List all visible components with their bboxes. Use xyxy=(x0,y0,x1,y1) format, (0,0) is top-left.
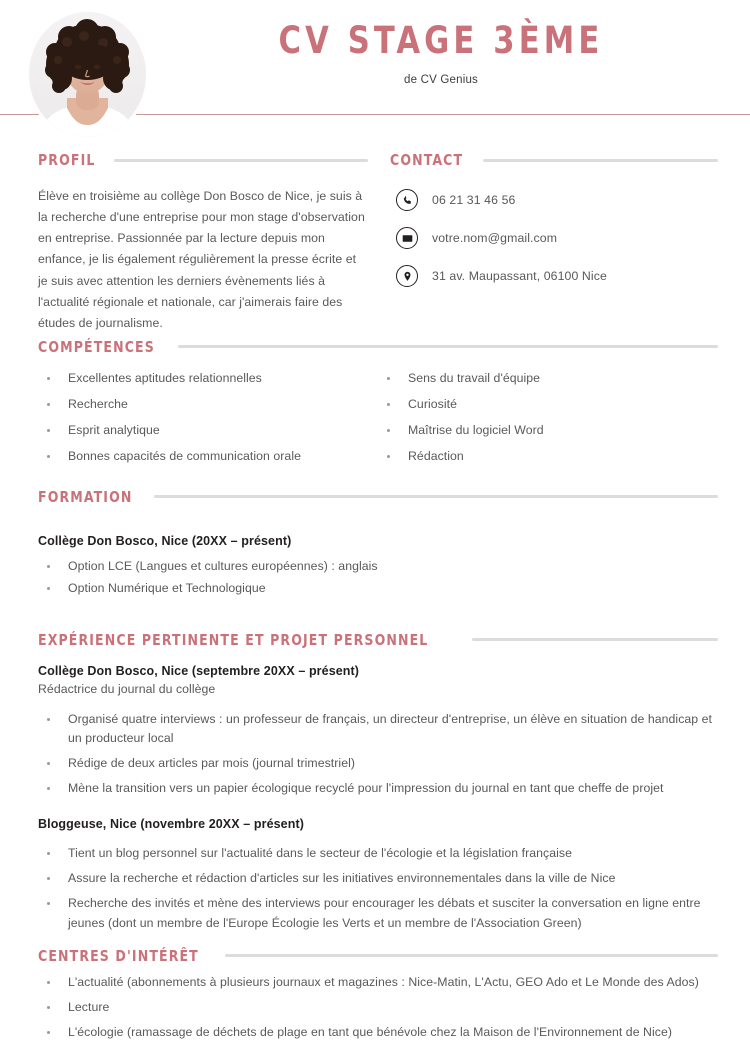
contact-heading-row xyxy=(390,151,718,169)
competences-section xyxy=(38,338,718,473)
entry-subtitle: Rédactrice du journal du collège xyxy=(38,681,216,696)
experience-bullets xyxy=(38,710,718,800)
page-title: CV STAGE 3ÈME xyxy=(278,19,604,62)
cv-body xyxy=(0,151,750,1043)
list-item: L'actualité (abonnements à plusieurs journaux et magazines : Nice-Matin, L'Actu, GEO Ado et Le Monde des Ados) xyxy=(38,973,718,993)
list-item: Bonnes capacités de communication orale xyxy=(38,447,378,467)
section-title-profil: PROFIL xyxy=(38,151,96,169)
experience-heading-row xyxy=(38,631,718,649)
competences-heading-row xyxy=(38,338,718,356)
location-pin-icon xyxy=(396,265,418,287)
section-divider xyxy=(225,954,718,957)
contact-item-phone xyxy=(396,189,718,211)
list-item: Assure la recherche et rédaction d'articles sur les initiatives environnementales dans la ville de Nice xyxy=(38,869,718,889)
page-subtitle: de CV Genius xyxy=(404,73,478,86)
section-title-formation: FORMATION xyxy=(38,487,133,506)
interets-section xyxy=(38,947,718,1043)
section-divider xyxy=(114,159,368,162)
profil-section xyxy=(38,151,390,334)
interets-heading-row xyxy=(38,947,718,965)
list-item: Recherche xyxy=(38,395,378,415)
entry-title: Bloggeuse, Nice (novembre 20XX – présent) xyxy=(38,817,304,832)
section-title-experience: EXPÉRIENCE PERTINENTE ET PROJET PERSONNEL xyxy=(38,630,429,649)
profil-text: Élève en troisième au collège Don Bosco de Nice, je suis à la recherche d'une entreprise pour mon stage d'observation en entreprise. Passionnée par la lecture depuis mon enfance, je lis également régulièrement la presse écrite et je suis avec attention les derniers évènements liés à l'actualité régionale et nationale, car j'aimerais faire des études de journalisme. xyxy=(38,189,365,330)
profil-heading-row xyxy=(38,151,368,169)
formation-heading-row xyxy=(38,488,718,506)
section-divider xyxy=(154,495,718,498)
competences-list-right xyxy=(378,369,718,467)
section-divider xyxy=(472,638,718,641)
header-titles xyxy=(152,0,730,86)
competences-list-left xyxy=(38,369,378,467)
experience-entry-blog xyxy=(38,815,718,934)
experience-bullets xyxy=(38,844,718,934)
section-divider xyxy=(178,345,718,348)
contact-value-address: 31 av. Maupassant, 06100 Nice xyxy=(432,268,607,283)
list-item: Esprit analytique xyxy=(38,421,378,441)
competences-column-left xyxy=(38,362,378,473)
list-item: Rédige de deux articles par mois (journal trimestriel) xyxy=(38,754,718,774)
list-item: Rédaction xyxy=(378,447,718,467)
phone-icon xyxy=(396,189,418,211)
list-item: Option Numérique et Technologique xyxy=(38,579,718,599)
list-item: Excellentes aptitudes relationnelles xyxy=(38,369,378,389)
list-item: Organisé quatre interviews : un professeur de français, un directeur d'entreprise, un élève en situation de handicap et un producteur local xyxy=(38,710,718,750)
section-title-contact: CONTACT xyxy=(390,151,464,169)
competences-grid xyxy=(38,362,718,473)
formation-section xyxy=(38,488,718,599)
contact-value-email: votre.nom@gmail.com xyxy=(432,230,558,245)
entry-title: Collège Don Bosco, Nice (septembre 20XX – présent) xyxy=(38,663,360,678)
section-title-competences: COMPÉTENCES xyxy=(38,337,155,356)
interets-bullets xyxy=(38,973,718,1043)
section-title-interets: CENTRES D'INTÉRÊT xyxy=(38,946,199,965)
contact-item-address xyxy=(396,265,718,287)
experience-section xyxy=(38,631,718,934)
list-item: Option LCE (Langues et cultures européennes) : anglais xyxy=(38,557,718,577)
list-item: Lecture xyxy=(38,998,718,1018)
contact-item-email xyxy=(396,227,718,249)
list-item: L'écologie (ramassage de déchets de plage en tant que bénévole chez la Maison de l'Environnement de Nice) xyxy=(38,1023,718,1043)
portrait-photo-icon xyxy=(29,12,146,137)
list-item: Sens du travail d'équipe xyxy=(378,369,718,389)
avatar xyxy=(29,12,146,137)
entry-title: Collège Don Bosco, Nice (20XX – présent) xyxy=(38,533,292,548)
list-item: Recherche des invités et mène des interviews pour encourager les débats et susciter la conversation en ligne entre jeunes (dont un membre de l'Europe Écologie les Verts et un membre de l'Association Green) xyxy=(38,894,718,934)
contact-value-phone: 06 21 31 46 56 xyxy=(432,192,516,207)
formation-bullets xyxy=(38,557,718,599)
list-item: Curiosité xyxy=(378,395,718,415)
list-item: Tient un blog personnel sur l'actualité dans le secteur de l'écologie et la législation française xyxy=(38,844,718,864)
formation-entry xyxy=(38,532,718,599)
contact-section xyxy=(390,151,718,334)
section-divider xyxy=(483,159,718,162)
envelope-icon xyxy=(396,227,418,249)
experience-entry-journal xyxy=(38,662,718,800)
competences-column-right xyxy=(378,362,718,473)
list-item: Maîtrise du logiciel Word xyxy=(378,421,718,441)
contact-list xyxy=(396,189,718,287)
list-item: Mène la transition vers un papier écologique recyclé pour l'impression du journal en tant que cheffe de projet xyxy=(38,779,718,799)
